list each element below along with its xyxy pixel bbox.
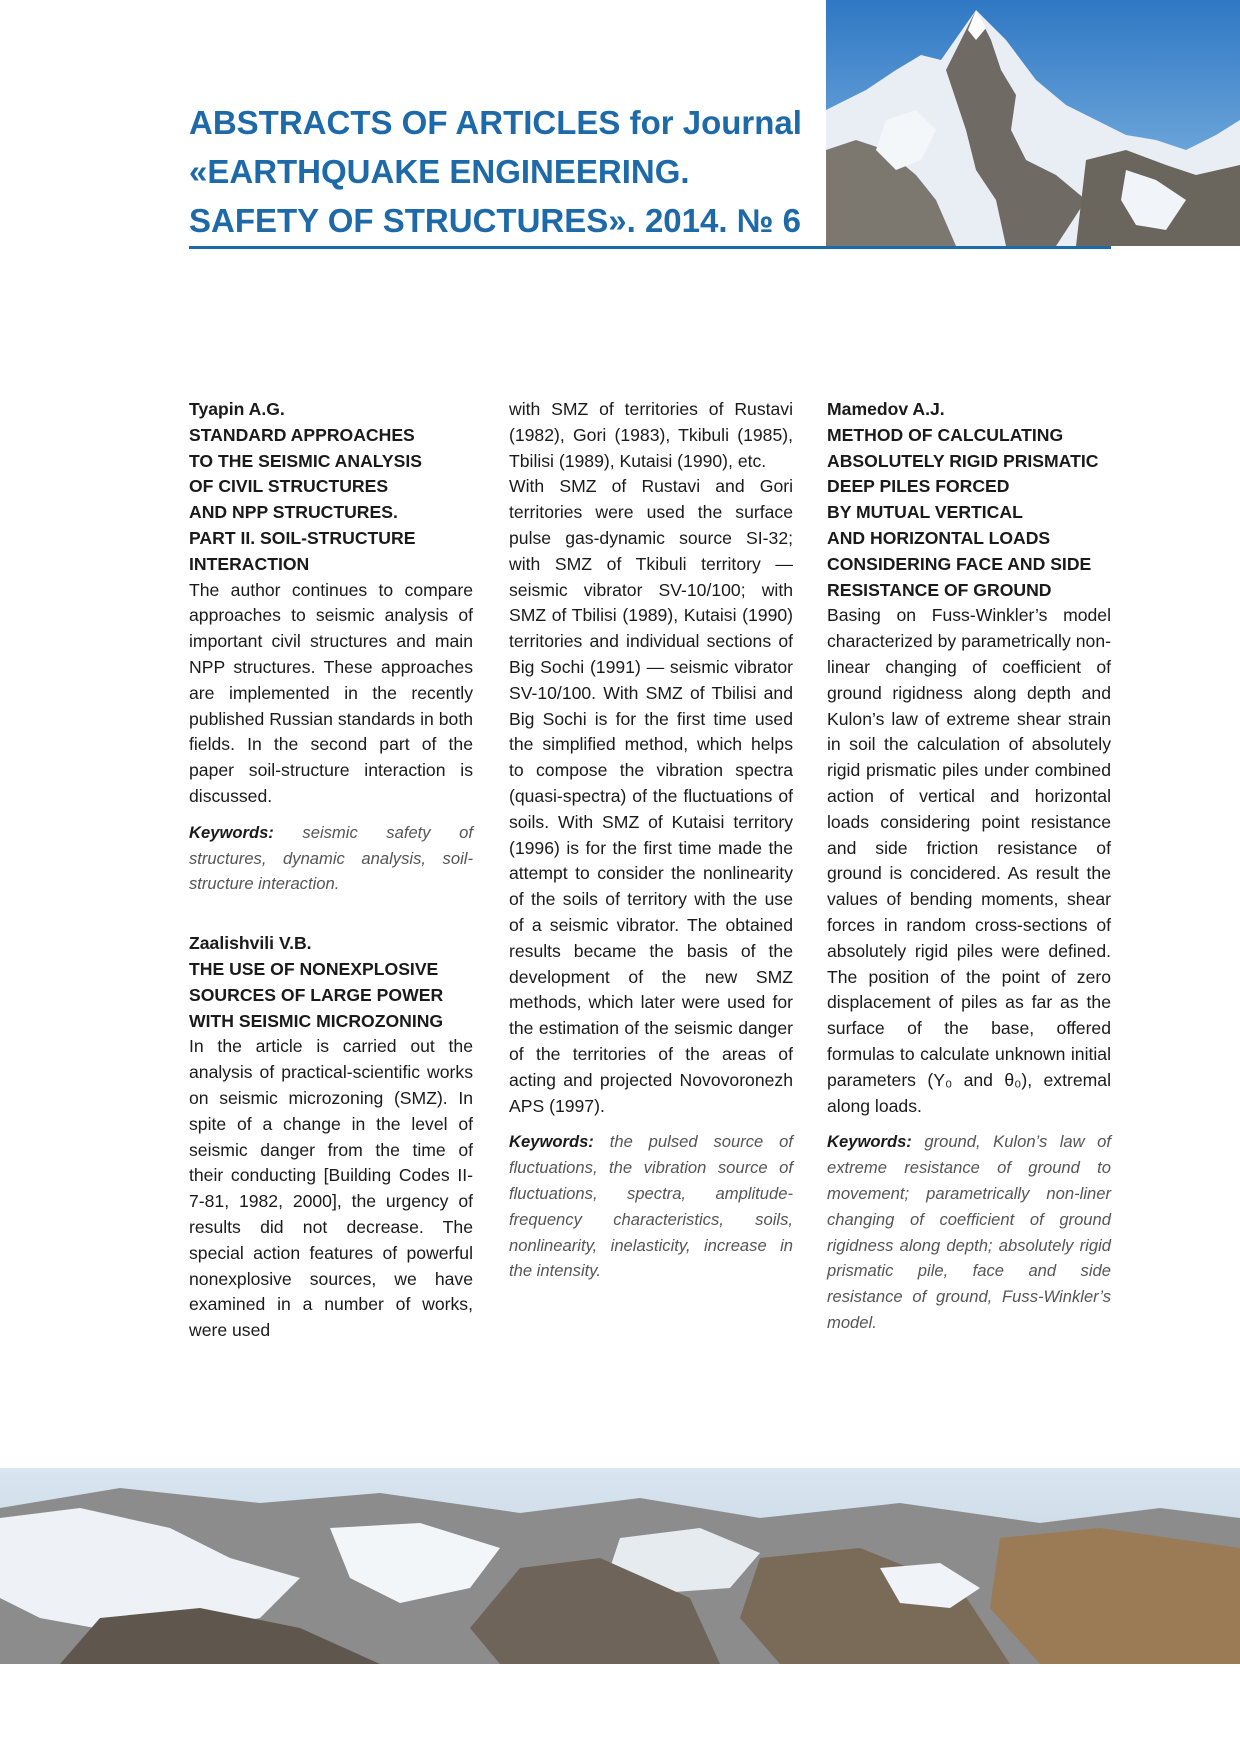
- keywords-text: ground, Kulon’s law of extreme resistance of ground to movement; parametrically non-liner changing of coefficient of ground rigidness along depth; absolutely rigid prismatic pile, face and side resistance of ground, Fuss-Winkler’s model.: [827, 1132, 1111, 1332]
- keywords-text: the pulsed source of fluctuations, the vibration source of fluctuations, spectra, amplitude-frequency characteristics, soils, nonlinearity, inelasticity, increase in the intensity.: [509, 1132, 793, 1281]
- article-title-line: THE USE OF NONEXPLOSIVE: [189, 958, 439, 979]
- article-title-line: TO THE SEISMIC ANALYSIS: [189, 450, 422, 471]
- article-title-line: ABSOLUTELY RIGID PRISMATIC: [827, 450, 1099, 471]
- page-title-line: SAFETY OF STRUCTURES». 2014. № 6: [189, 202, 801, 239]
- page-title-line: «EARTHQUAKE ENGINEERING.: [189, 153, 690, 190]
- article-title: [189, 957, 473, 1034]
- column-3: [827, 397, 1111, 1336]
- article-title-line: STANDARD APPROACHES: [189, 424, 415, 445]
- article-mamedov: [827, 397, 1111, 1336]
- article-abstract: The author continues to compare approaches to seismic analysis of important civil structures and main NPP structures. These approaches are implemented in the recently published Russian standards in both fields. In the second part of the paper soil-structure interaction is discussed.: [189, 579, 473, 806]
- mountain-photo-bottom: [0, 1468, 1240, 1664]
- article-title: [189, 423, 473, 578]
- column-1: [189, 397, 473, 1344]
- article-author: Tyapin A.G.: [189, 399, 285, 419]
- article-zaalishvili: [189, 931, 473, 1344]
- article-keywords: [827, 1129, 1111, 1335]
- article-title-line: BY MUTUAL VERTICAL: [827, 502, 1023, 523]
- keywords-label: Keywords:: [509, 1132, 594, 1152]
- page-title-line: ABSTRACTS OF ARTICLES for Journal: [189, 104, 802, 141]
- article-title-line: OF CIVIL STRUCTURES: [189, 476, 389, 497]
- article-author: Zaalishvili V.B.: [189, 933, 312, 954]
- mountain-photo-top: [826, 0, 1240, 246]
- keywords-label: Keywords:: [189, 822, 274, 842]
- article-title-line: CONSIDERING FACE AND SIDE: [827, 553, 1092, 574]
- article-title: [827, 423, 1111, 604]
- header-divider: [189, 246, 1111, 249]
- article-title-line: AND NPP STRUCTURES.: [189, 502, 398, 523]
- article-abstract-continued: With SMZ of Rustavi and Gori territories were used the surface pulse gas-dynamic source SI-32; with SMZ of Tkibuli territory — seismic vibrator SV-10/100; with SMZ of Tbilisi (1989), Kutaisi (1990) territories and individual sections of Big Sochi (1991) — seismic vibrator SV-10/100. With SMZ of Tbilisi and Big Sochi is for the first time used the simplified method, which helps to compose the vibration spectra (quasi-spectra) of the fluctuations of soils. With SMZ of Kutaisi territory (1996) is for the first time made the attempt to consider the nonlinearity of the soils of territory with the use of a seismic vibrator. The obtained results became the basis of the development of the new SMZ methods, which later were used for the estimation of the seismic danger of the territories of the areas of acting and projected Novovoronezh APS (1997).: [509, 476, 793, 1116]
- article-author: Mamedov A.J.: [827, 399, 945, 419]
- article-tyapin: [189, 397, 473, 897]
- article-title-line: METHOD OF CALCULATING: [827, 424, 1064, 445]
- article-keywords: [189, 820, 473, 897]
- article-title-line: SOURCES OF LARGE POWER: [189, 984, 444, 1005]
- keywords-label: Keywords:: [827, 1132, 912, 1152]
- article-title-line: AND HORIZONTAL LOADS: [827, 527, 1051, 548]
- column-2: [509, 397, 793, 1284]
- article-title-line: DEEP PILES FORCED: [827, 476, 1010, 497]
- keywords-text: seismic safety of structures, dynamic analysis, soil-structure interaction.: [189, 822, 473, 894]
- article-title-line: PART II. SOIL-STRUCTURE: [189, 527, 416, 548]
- article-abstract: Basing on Fuss-Winkler’s model characterized by parametrically non-linear changing of coefficient of ground rigidness along depth and Kulon’s law of extreme shear strain in soil the calculation of absolutely rigid prismatic piles under combined action of vertical and horizontal loads considering point resistance and side friction resistance of ground is concidered. As result the values of bending moments, shear forces in random cross-sections of absolutely rigid piles were defined. The position of the point of zero displacement of piles as far as the surface of the base, offered formulas to calculate unknown initial parameters (Y₀ and θ₀), extremal along loads.: [827, 605, 1111, 1116]
- article-abstract-continued: with SMZ of territories of Rustavi (1982), Gori (1983), Tkibuli (1985), Tbilisi (1989), Kutaisi (1990), etc.: [509, 399, 793, 471]
- article-title-line: INTERACTION: [189, 553, 310, 574]
- article-keywords: [509, 1129, 793, 1284]
- page-title: [189, 98, 829, 245]
- article-title-line: RESISTANCE OF GROUND: [827, 579, 1052, 600]
- article-abstract: In the article is carried out the analysis of practical-scientific works on seismic microzoning (SMZ). In spite of a change in the level of seismic danger from the time of their conducting [Building Codes II-7-81, 1982, 2000], the urgency of results did not decrease. The special action features of powerful nonexplosive sources, we have examined in a number of works, were used: [189, 1036, 473, 1341]
- article-title-line: WITH SEISMIC MICROZONING: [189, 1010, 444, 1031]
